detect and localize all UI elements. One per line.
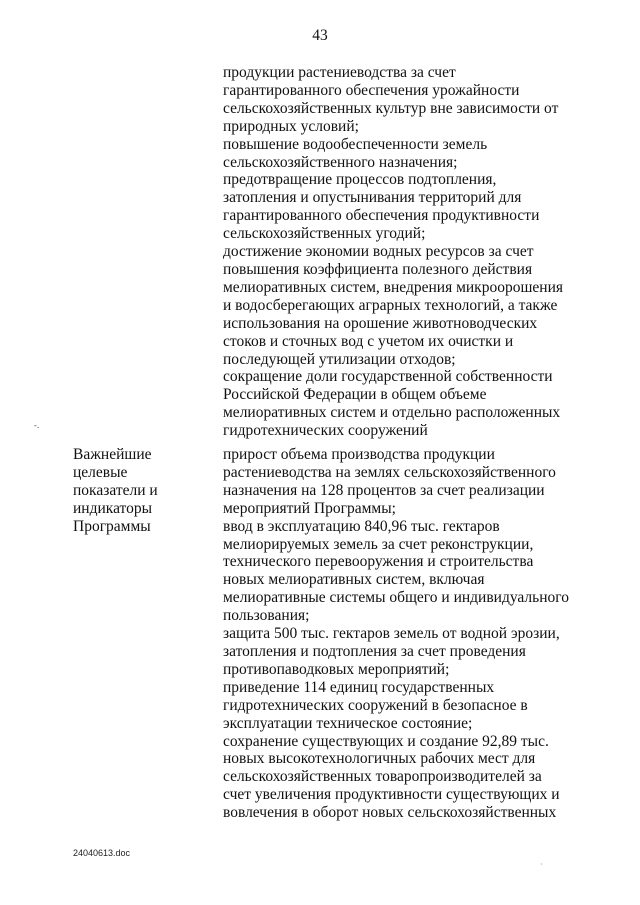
text-line: затопления и опустынивания территорий для xyxy=(223,189,522,207)
text-line: мероприятий Программы; xyxy=(223,499,396,517)
text-line: Российской Федерации в общем объеме xyxy=(223,386,487,404)
text-line: назначения на 128 процентов за счет реализации xyxy=(223,481,545,499)
text-line: природных условий; xyxy=(223,117,359,135)
text-line: использования на орошение животноводческих xyxy=(223,314,538,332)
text-line: вовлечения в оборот новых сельскохозяйственных xyxy=(223,804,557,822)
text-line: сохранение существующих и создание 92,89 тыс. xyxy=(223,732,549,750)
text-line: растениеводства на землях сельскохозяйственного xyxy=(223,463,556,481)
text-line: последующей утилизации отходов; xyxy=(223,350,456,368)
text-line: приведение 114 единиц государственных xyxy=(223,678,495,696)
text-line: прирост объема производства продукции xyxy=(223,446,495,463)
text-line: повышения коэффициента полезного действия xyxy=(223,260,533,278)
margin-mark: -. xyxy=(34,420,40,430)
text-line: мелиорируемых земель за счет реконструкции, xyxy=(223,535,534,553)
text-line: повышение водообеспеченности земель xyxy=(223,135,488,153)
label-line: индикаторы xyxy=(73,499,153,517)
text-line: продукции растениеводства за счет xyxy=(223,64,456,81)
text-line: сокращение доли государственной собственности xyxy=(223,368,553,386)
label-line: целевые xyxy=(73,463,128,481)
text-line: стоков и сточных вод с учетом их очистки и xyxy=(223,332,514,350)
text-line: мелиоративные системы общего и индивидуального xyxy=(223,589,569,607)
text-line: новых высокотехнологичных рабочих мест для xyxy=(223,750,536,768)
text-line: гарантированного обеспечения продуктивности xyxy=(223,207,540,225)
text-line: затопления и подтопления за счет проведения xyxy=(223,642,526,660)
text-line: и водосберегающих аграрных технологий, а также xyxy=(223,296,558,314)
text-line: сельскохозяйственного назначения; xyxy=(223,153,458,171)
text-line: эксплуатации техническое состояние; xyxy=(223,714,473,732)
label-line: Важнейшие xyxy=(73,446,152,463)
text-line: сельскохозяйственных угодий; xyxy=(223,225,426,243)
text-line: гидротехнических сооружений xyxy=(223,422,428,440)
text-line: пользования; xyxy=(223,607,310,625)
text-line: мелиоративных систем и отдельно расположенных xyxy=(223,404,561,422)
text-line: сельскохозяйственных культур вне зависимости от xyxy=(223,99,559,117)
text-line: счет увеличения продуктивности существующих и xyxy=(223,786,560,804)
indicators-text-block xyxy=(223,446,568,822)
label-line: показатели и xyxy=(73,481,158,499)
text-line: гидротехнических сооружений в безопасное в xyxy=(223,696,528,714)
text-line: гарантированного обеспечения урожайности xyxy=(223,81,520,99)
text-line: достижение экономии водных ресурсов за счет xyxy=(223,243,534,261)
page-number: 43 xyxy=(312,27,328,44)
text-line: новых мелиоративных систем, включая xyxy=(223,571,485,589)
text-line: ввод в эксплуатацию 840,96 тыс. гектаров xyxy=(223,517,500,535)
text-line: технического перевооружения и строительства xyxy=(223,553,534,571)
continued-text-block xyxy=(223,64,568,440)
text-line: предотвращение процессов подтопления, xyxy=(223,171,497,189)
text-line: сельскохозяйственных товаропроизводителей за xyxy=(223,768,542,786)
section-label xyxy=(73,446,213,536)
text-line: противопаводковых мероприятий; xyxy=(223,660,450,678)
label-line: Программы xyxy=(73,517,151,535)
footer-filename: 24040613.doc xyxy=(73,848,131,858)
text-line: защита 500 тыс. гектаров земель от водной эрозии, xyxy=(223,625,560,643)
corner-mark: · xyxy=(540,860,543,869)
text-line: мелиоративных систем, внедрения микроорошения xyxy=(223,278,564,296)
